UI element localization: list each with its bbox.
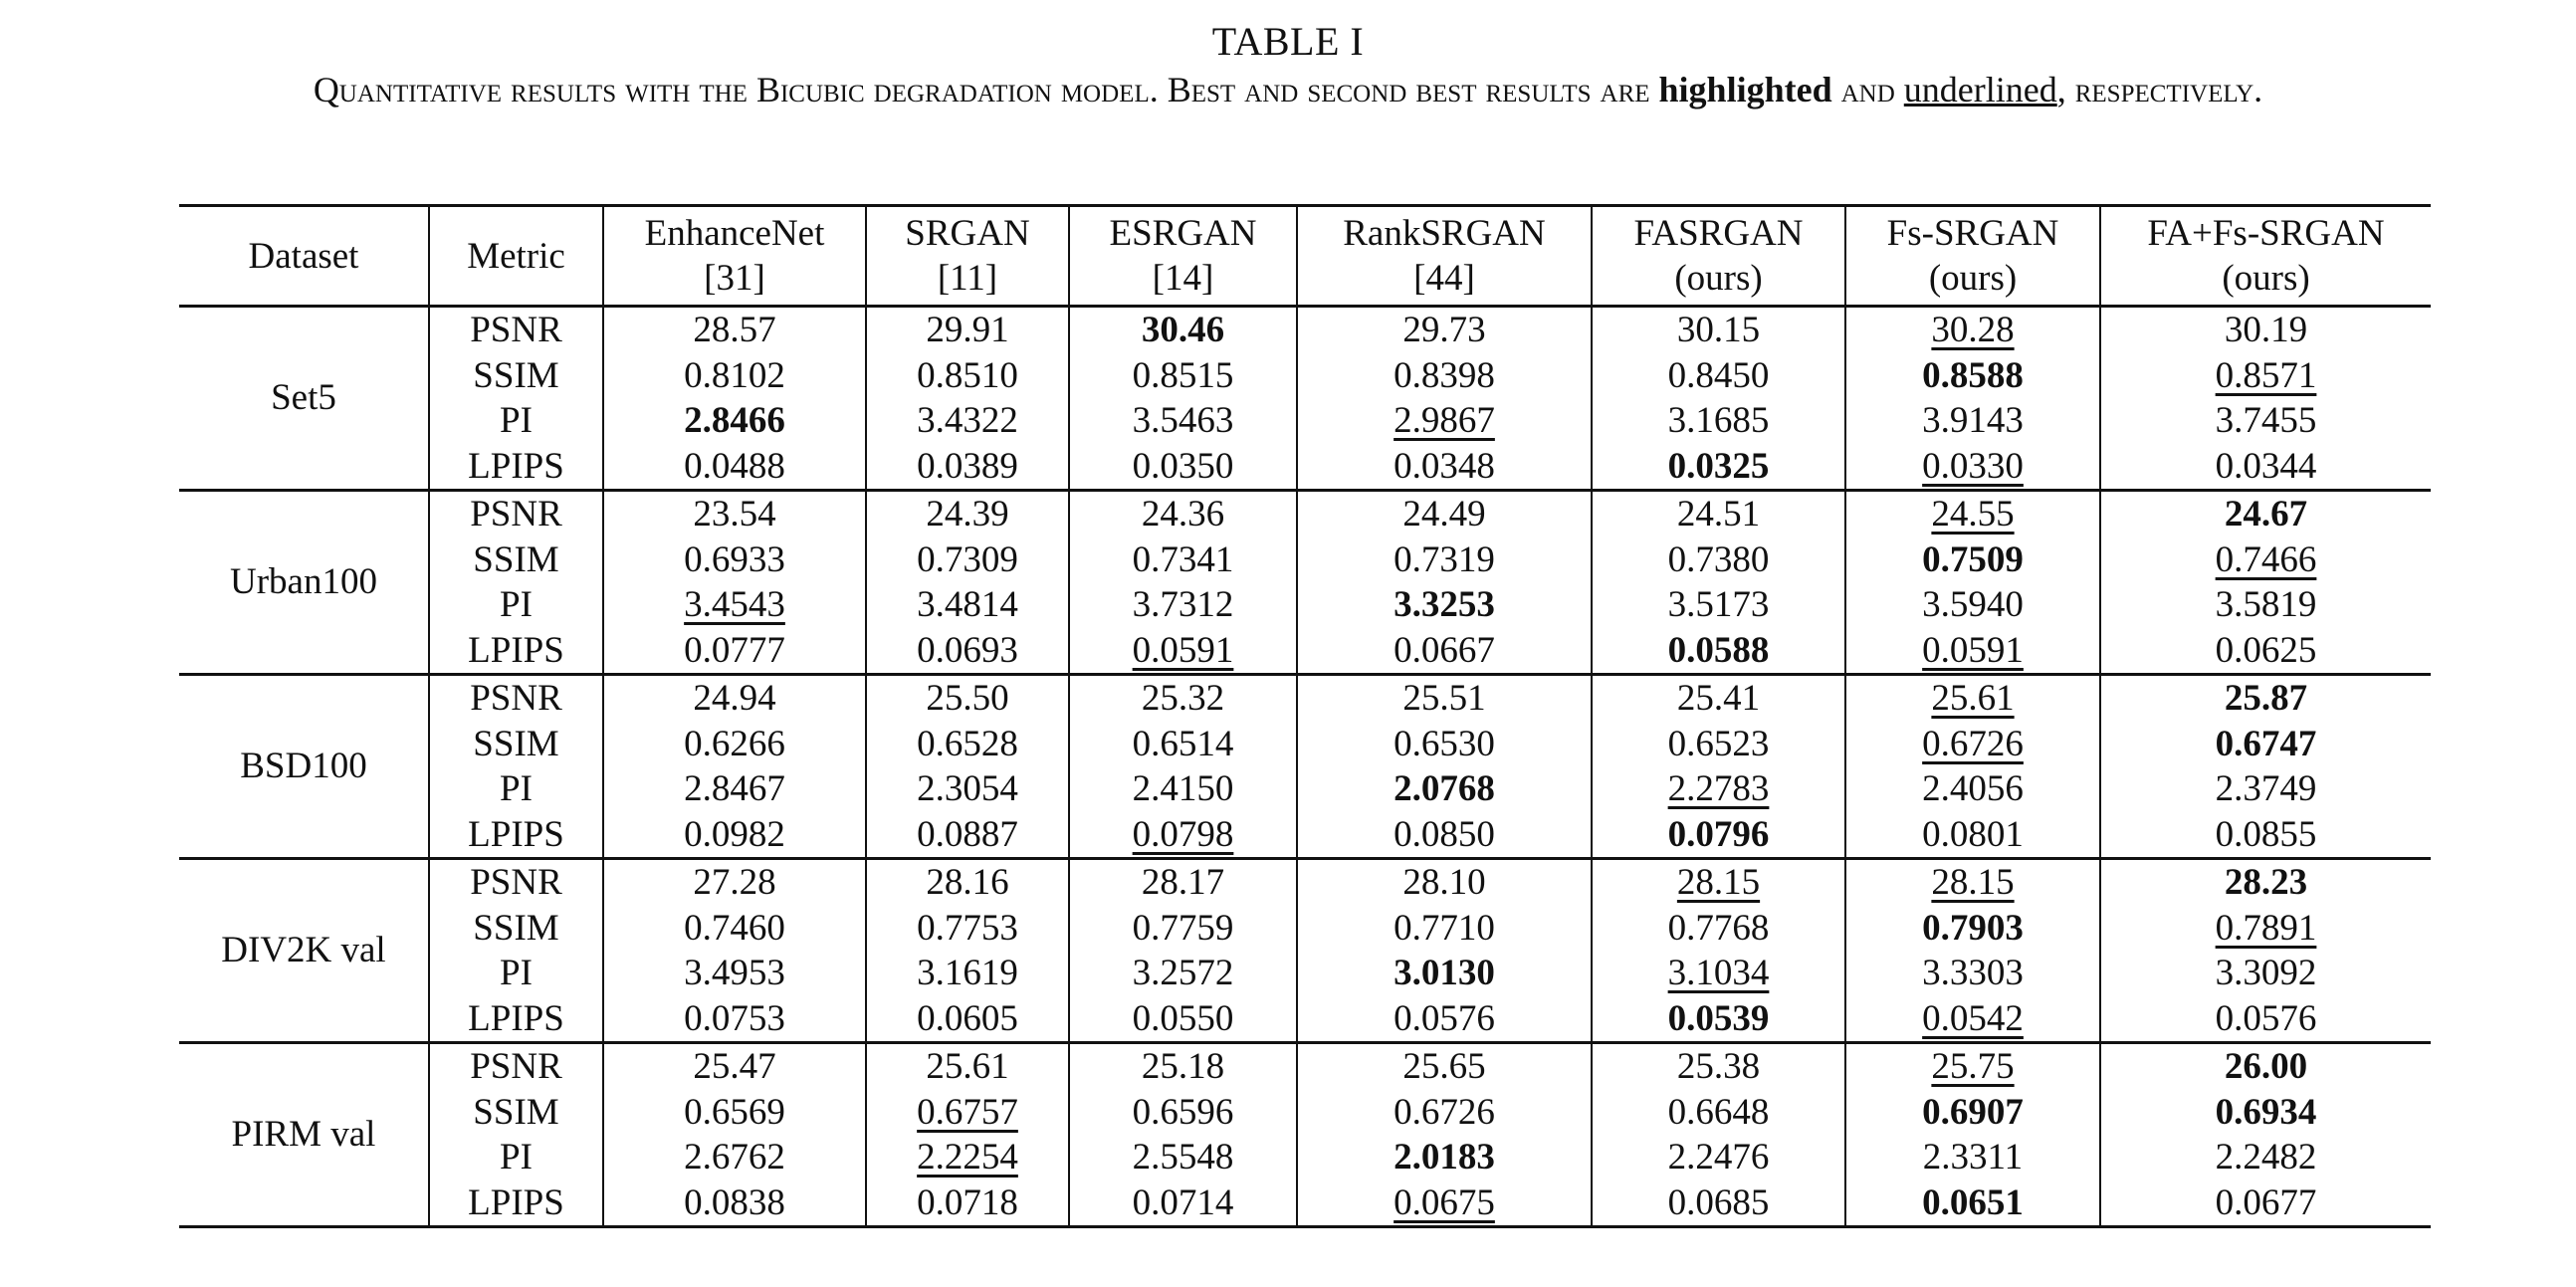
value-cell: 3.5173 (1592, 582, 1845, 628)
method-ref: (ours) (2222, 258, 2310, 299)
value-cell: 0.0605 (866, 996, 1069, 1043)
value-cell: 3.1619 (866, 951, 1069, 996)
value-cell: 3.3253 (1297, 582, 1592, 628)
value-cell: 29.91 (866, 307, 1069, 353)
table-row (179, 906, 2431, 952)
table-caption (0, 18, 2576, 113)
value-cell: 3.9143 (1845, 398, 2100, 444)
table-row (179, 675, 2431, 722)
value-cell: 0.6726 (1845, 722, 2100, 767)
value-cell: 0.0838 (603, 1180, 866, 1227)
table-body (179, 307, 2431, 1227)
metric-name: SSIM (429, 353, 603, 399)
method-ref: [14] (1152, 258, 1214, 299)
value-cell: 28.17 (1069, 859, 1297, 906)
value-cell: 0.0753 (603, 996, 866, 1043)
header-dataset: Dataset (179, 206, 429, 307)
value-cell: 3.5463 (1069, 398, 1297, 444)
method-name: EnhanceNet (644, 213, 825, 254)
value-cell: 24.36 (1069, 491, 1297, 537)
value-cell: 2.5548 (1069, 1135, 1297, 1180)
dataset-name: DIV2K val (179, 859, 429, 1043)
value-cell: 3.3092 (2215, 953, 2317, 993)
value-cell: 0.0850 (1297, 812, 1592, 859)
value-cell: 0.8588 (1845, 353, 2100, 399)
value-cell: 2.2482 (2215, 1137, 2317, 1178)
value-cell: 0.0718 (866, 1180, 1069, 1227)
value-cell: 28.16 (866, 859, 1069, 906)
value-cell: 0.7460 (603, 906, 866, 952)
value-cell: 0.8102 (603, 353, 866, 399)
table-row (179, 812, 2431, 859)
metric-name: LPIPS (429, 1180, 603, 1227)
caption-main: Quantitative results with the Bicubic degradation model. Best and second best results are (313, 70, 1650, 109)
value-cell: 0.0348 (1297, 444, 1592, 491)
value-cell: 3.5819 (2215, 584, 2317, 625)
value-cell: 3.7312 (1069, 582, 1297, 628)
value-cell: 3.5940 (1845, 582, 2100, 628)
value-cell: 0.0714 (1069, 1180, 1297, 1227)
value-cell: 0.0550 (1069, 996, 1297, 1043)
table-row (179, 1180, 2431, 1227)
method-name: Fs-SRGAN (1886, 213, 2059, 254)
caption-text (0, 66, 2576, 113)
value-cell: 0.0625 (2100, 628, 2431, 675)
value-cell: 24.51 (1592, 491, 1845, 537)
method-ref: [44] (1413, 258, 1475, 299)
value-cell: 25.65 (1297, 1043, 1592, 1090)
metric-name: SSIM (429, 537, 603, 583)
caption-and-word: and (1840, 70, 1895, 109)
value-cell: 25.75 (1845, 1043, 2100, 1090)
value-cell: 0.0542 (1845, 996, 2100, 1043)
value-cell: 30.19 (2224, 310, 2308, 350)
value-cell: 0.0591 (1069, 628, 1297, 675)
value-cell: 0.7509 (1845, 537, 2100, 583)
dataset-name: Urban100 (179, 491, 429, 675)
value-cell: 2.0183 (1297, 1135, 1592, 1180)
value-cell: 28.57 (603, 307, 866, 353)
results-table-container (179, 204, 2431, 1228)
header-method-3 (1297, 206, 1592, 307)
header-row (179, 206, 2431, 307)
value-cell: 0.0330 (1845, 444, 2100, 491)
table-row (179, 1043, 2431, 1090)
value-cell: 0.6523 (1592, 722, 1845, 767)
value-cell: 0.8398 (1297, 353, 1592, 399)
value-cell: 0.6514 (1069, 722, 1297, 767)
table-row (179, 537, 2431, 583)
value-cell: 24.94 (603, 675, 866, 722)
value-cell: 2.4150 (1069, 766, 1297, 812)
metric-name: PI (429, 766, 603, 812)
value-cell: 2.8466 (603, 398, 866, 444)
value-cell: 0.0855 (2100, 812, 2431, 859)
table-row (179, 353, 2431, 399)
value-cell: 29.73 (1297, 307, 1592, 353)
value-cell: 0.6530 (1297, 722, 1592, 767)
caption-tail: , respectively. (2056, 70, 2263, 109)
value-cell: 28.15 (1845, 859, 2100, 906)
value-cell: 0.0539 (1592, 996, 1845, 1043)
value-cell: 2.4056 (1845, 766, 2100, 812)
value-cell: 0.7380 (1592, 537, 1845, 583)
value-cell: 25.51 (1297, 675, 1592, 722)
value-cell: 2.0768 (1297, 766, 1592, 812)
value-cell: 0.6596 (1069, 1090, 1297, 1136)
value-cell: 3.4322 (866, 398, 1069, 444)
value-cell: 0.7759 (1069, 906, 1297, 952)
value-cell: 0.0693 (866, 628, 1069, 675)
value-cell: 0.0350 (1069, 444, 1297, 491)
table-row (179, 1135, 2431, 1180)
value-cell: 2.9867 (1297, 398, 1592, 444)
value-cell: 0.0777 (603, 628, 866, 675)
value-cell: 25.47 (603, 1043, 866, 1090)
value-cell: 25.18 (1069, 1043, 1297, 1090)
value-cell: 0.8450 (1592, 353, 1845, 399)
value-cell: 25.50 (866, 675, 1069, 722)
value-cell: 0.0887 (866, 812, 1069, 859)
method-ref: (ours) (1674, 258, 1763, 299)
table-row (179, 951, 2431, 996)
method-name: FA+Fs-SRGAN (2147, 213, 2385, 254)
value-cell: 0.7753 (866, 906, 1069, 952)
dataset-name: BSD100 (179, 675, 429, 859)
value-cell: 3.7455 (2215, 400, 2317, 441)
value-cell: 0.0325 (1592, 444, 1845, 491)
value-cell: 3.2572 (1069, 951, 1297, 996)
caption-underlined-word: underlined (1903, 70, 2057, 109)
value-cell: 0.7341 (1069, 537, 1297, 583)
value-cell: 0.6726 (1297, 1090, 1592, 1136)
value-cell: 0.7891 (2215, 907, 2317, 949)
value-cell: 0.6747 (2215, 723, 2317, 764)
value-cell: 0.8510 (866, 353, 1069, 399)
value-cell: 0.0389 (866, 444, 1069, 491)
header-method-1 (866, 206, 1069, 307)
value-cell: 0.7309 (866, 537, 1069, 583)
metric-name: LPIPS (429, 444, 603, 491)
metric-name: SSIM (429, 722, 603, 767)
value-cell: 0.6266 (603, 722, 866, 767)
value-cell: 24.49 (1297, 491, 1592, 537)
metric-name: PSNR (429, 859, 603, 906)
value-cell: 0.0591 (1845, 628, 2100, 675)
value-cell: 25.87 (2224, 678, 2308, 719)
value-cell: 28.23 (2224, 862, 2308, 903)
metric-name: PI (429, 398, 603, 444)
value-cell: 30.28 (1845, 307, 2100, 353)
value-cell: 25.61 (1845, 675, 2100, 722)
metric-name: PSNR (429, 307, 603, 353)
value-cell: 24.67 (2224, 494, 2308, 535)
results-table (179, 204, 2431, 1228)
value-cell: 28.15 (1592, 859, 1845, 906)
value-cell: 0.6933 (603, 537, 866, 583)
value-cell: 0.7903 (1845, 906, 2100, 952)
metric-name: SSIM (429, 906, 603, 952)
value-cell: 0.7466 (2215, 538, 2317, 580)
value-cell: 2.2476 (1592, 1135, 1845, 1180)
dataset-name: PIRM val (179, 1043, 429, 1227)
value-cell: 0.0798 (1069, 812, 1297, 859)
value-cell: 2.3054 (866, 766, 1069, 812)
metric-name: LPIPS (429, 812, 603, 859)
value-cell: 0.0982 (603, 812, 866, 859)
value-cell: 0.0675 (1297, 1180, 1592, 1227)
value-cell: 0.7710 (1297, 906, 1592, 952)
value-cell: 3.0130 (1297, 951, 1592, 996)
value-cell: 2.2254 (866, 1135, 1069, 1180)
table-row (179, 766, 2431, 812)
value-cell: 3.4953 (603, 951, 866, 996)
metric-name: PI (429, 582, 603, 628)
value-cell: 2.3311 (1845, 1135, 2100, 1180)
method-ref: (ours) (1928, 258, 2018, 299)
header-method-4 (1592, 206, 1845, 307)
value-cell: 3.4814 (866, 582, 1069, 628)
method-name: FASRGAN (1633, 213, 1804, 254)
metric-name: SSIM (429, 1090, 603, 1136)
value-cell: 0.0576 (2100, 996, 2431, 1043)
value-cell: 30.15 (1592, 307, 1845, 353)
method-ref: [11] (937, 258, 998, 299)
value-cell: 0.6648 (1592, 1090, 1845, 1136)
value-cell: 0.6569 (603, 1090, 866, 1136)
metric-name: PSNR (429, 675, 603, 722)
table-row (179, 582, 2431, 628)
table-row (179, 491, 2431, 537)
value-cell: 2.3749 (2215, 768, 2317, 809)
value-cell: 2.6762 (603, 1135, 866, 1180)
table-row (179, 398, 2431, 444)
value-cell: 25.32 (1069, 675, 1297, 722)
value-cell: 25.41 (1592, 675, 1845, 722)
value-cell: 0.0576 (1297, 996, 1592, 1043)
metric-name: PSNR (429, 1043, 603, 1090)
metric-name: PSNR (429, 491, 603, 537)
value-cell: 0.7768 (1592, 906, 1845, 952)
value-cell: 2.2783 (1592, 766, 1845, 812)
table-row (179, 628, 2431, 675)
value-cell: 0.0667 (1297, 628, 1592, 675)
method-name: RankSRGAN (1343, 213, 1546, 254)
table-label: TABLE I (1211, 19, 1365, 64)
value-cell: 0.0801 (1845, 812, 2100, 859)
caption-highlighted-word: highlighted (1658, 70, 1832, 109)
value-cell: 0.6528 (866, 722, 1069, 767)
table-row (179, 996, 2431, 1043)
value-cell: 3.4543 (603, 582, 866, 628)
header-method-0 (603, 206, 866, 307)
value-cell: 0.8515 (1069, 353, 1297, 399)
method-ref: [31] (704, 258, 765, 299)
table-row (179, 444, 2431, 491)
value-cell: 24.55 (1845, 491, 2100, 537)
table-row (179, 307, 2431, 353)
table-row (179, 859, 2431, 906)
value-cell: 3.1034 (1592, 951, 1845, 996)
value-cell: 3.3303 (1845, 951, 2100, 996)
value-cell: 0.0488 (603, 444, 866, 491)
value-cell: 2.8467 (603, 766, 866, 812)
value-cell: 27.28 (603, 859, 866, 906)
metric-name: LPIPS (429, 996, 603, 1043)
value-cell: 0.6934 (2215, 1091, 2317, 1133)
value-cell: 25.61 (866, 1043, 1069, 1090)
value-cell: 0.8571 (2215, 354, 2317, 396)
value-cell: 25.38 (1592, 1043, 1845, 1090)
header-method-5 (1845, 206, 2100, 307)
dataset-name: Set5 (179, 307, 429, 491)
table-row (179, 1090, 2431, 1136)
value-cell: 0.6757 (866, 1090, 1069, 1136)
header-metric: Metric (429, 206, 603, 307)
value-cell: 0.0588 (1592, 628, 1845, 675)
value-cell: 26.00 (2224, 1046, 2308, 1087)
metric-name: PI (429, 951, 603, 996)
metric-name: PI (429, 1135, 603, 1180)
value-cell: 24.39 (866, 491, 1069, 537)
value-cell: 28.10 (1297, 859, 1592, 906)
header-method-2 (1069, 206, 1297, 307)
value-cell: 3.1685 (1592, 398, 1845, 444)
value-cell: 0.0651 (1845, 1180, 2100, 1227)
value-cell: 0.7319 (1297, 537, 1592, 583)
metric-name: LPIPS (429, 628, 603, 675)
value-cell: 0.0344 (2100, 444, 2431, 491)
method-name: SRGAN (905, 213, 1030, 254)
value-cell: 0.0677 (2100, 1180, 2431, 1227)
header-method-6 (2100, 206, 2431, 307)
method-name: ESRGAN (1109, 213, 1257, 254)
value-cell: 23.54 (603, 491, 866, 537)
table-row (179, 722, 2431, 767)
value-cell: 0.0685 (1592, 1180, 1845, 1227)
value-cell: 30.46 (1069, 307, 1297, 353)
value-cell: 0.0796 (1592, 812, 1845, 859)
value-cell: 0.6907 (1845, 1090, 2100, 1136)
